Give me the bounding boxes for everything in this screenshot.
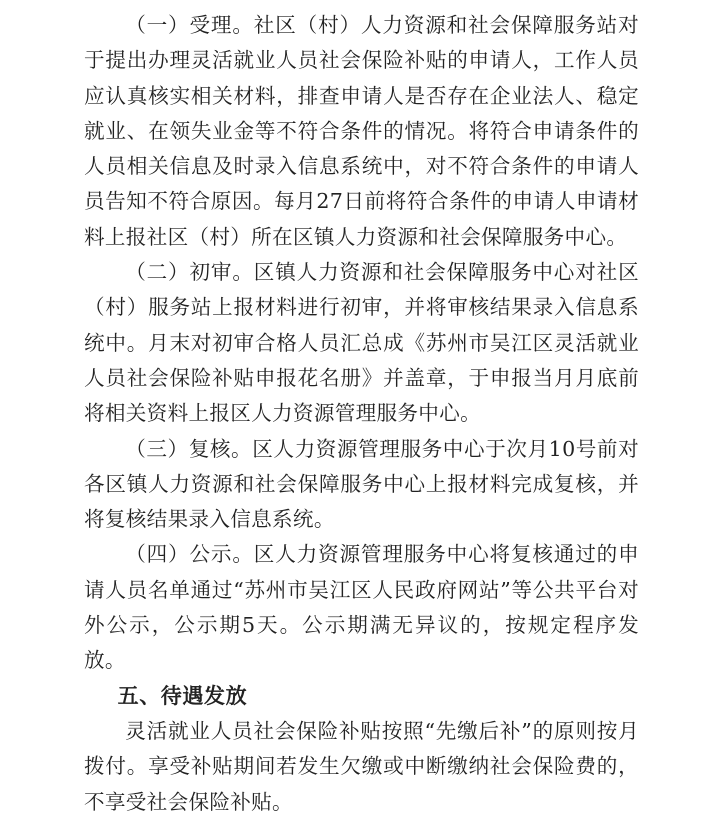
- paragraph-benefit-payment: 灵活就业人员社会保险补贴按照“先缴后补”的原则按月拨付。享受补贴期间若发生欠缴或中断缴纳社会保险费的，不享受社会保险补贴。: [84, 718, 639, 814]
- section-heading: 五、待遇发放: [117, 683, 248, 708]
- paragraph-lead: （三）复核。: [125, 436, 253, 461]
- paragraph-publicity: [84, 537, 639, 678]
- paragraph-recheck: [84, 432, 639, 538]
- paragraph-lead: （四）公示。: [125, 542, 254, 567]
- paragraph-preliminary-review: [84, 255, 639, 431]
- paragraph-lead: （二）初审。: [125, 260, 254, 285]
- paragraph-text: 区镇人力资源和社会保障服务中心对社区（村）服务站上报材料进行初审，并将审核结果录入信息系统中。月末对初审合格人员汇总成《苏州市吴江区灵活就业人员社会保险补贴申报花名册》并盖章，于申报当月月底前将相关资料上报区人力资源管理服务中心。: [84, 260, 639, 426]
- paragraph-text: 社区（村）人力资源和社会保障服务站对于提出办理灵活就业人员社会保险补贴的申请人，工作人员应认真核实相关材料，排查申请人是否存在企业法人、稳定就业、在领失业金等不符合条件的情况。将符合申请条件的人员相关信息及时录入信息系统中，对不符合条件的申请人员告知不符合原因。每月27日前将符合条件的申请人申请材料上报社区（村）所在区镇人力资源和社会保障服务中心。: [84, 13, 639, 249]
- paragraph-lead: （一）受理。: [125, 13, 254, 37]
- paragraph-acceptance: [84, 8, 639, 255]
- document-page: [84, 8, 639, 820]
- paragraph-text: 区人力资源管理服务中心将复核通过的申请人员名单通过“苏州市吴江区人民政府网站”等公共平台对外公示，公示期5天。公示期满无异议的，按规定程序发放。: [84, 542, 639, 673]
- paragraph-text: 区人力资源管理服务中心于次月10号前对各区镇人力资源和社会保障服务中心上报材料完成复核，并将复核结果录入信息系统。: [84, 436, 639, 532]
